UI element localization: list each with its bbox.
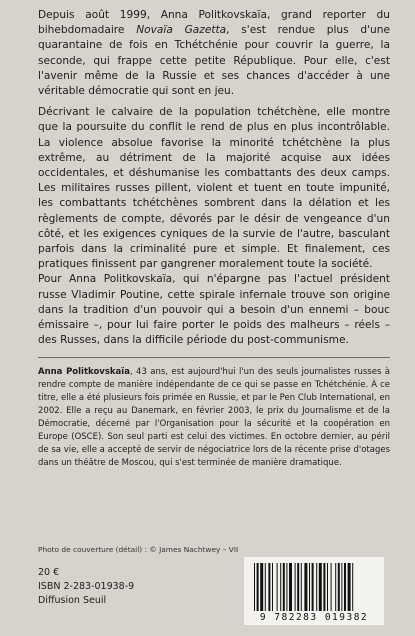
barcode — [244, 557, 384, 625]
blurb-paragraph-3: Pour Anna Politkovskaïa, qui n'épargne pas l'actuel président russe Vladimir Poutine, cette spirale infernale trouve son origine dans la tradition d'un pouvoir qui a besoin d'un ennemi – bouc émissaire –, pour lui faire porter le poids des malheurs – réels – des Russes, dans la difficile période du post-communisme. — [38, 273, 390, 347]
barcode-number: 9 782283 019382 — [259, 612, 369, 623]
blurb-paragraph-2: Décrivant le calvaire de la population tchétchène, elle montre que la poursuite du conflit le rend de plus en plus incontrôlable. La violence absolue favorise la minorité tchétchène la plus extrême, au détriment de la majorité acquise aux idées occidentales, et déshumanise les combattants des deux camps. Les militaires russes pillent, violent et tuent en toute impunité, les combattants tchétchènes sombrent dans la délation et les règlements de compte, dévorés par le désir de vengeance d'un côté, et les exigences cyniques de la survie de l'autre, basculant parfois dans la criminalité pure et simple. Et finalement, ces pratiques finissent par gangrener moralement toute la société. — [38, 106, 390, 271]
author-bio-paragraph — [38, 366, 390, 470]
blurb-p1-text-a: Depuis août 1999, Anna Politkovskaïa, grand reporter du bihebdomadaire — [38, 9, 390, 37]
back-cover-blurb — [38, 8, 390, 348]
author-name: Anna Politkovskaïa — [38, 367, 130, 377]
newspaper-title: Novaïa Gazetta — [136, 24, 227, 37]
author-bio-text: , 43 ans, est aujourd'hui l'un des seuls journalistes russes à rendre compte de manière indépendante de ce qui se passe en Tchétchénie. À ce titre, elle a été plusieurs fois primée en Russie, et par le Pen Club International, en 2002. Elle a reçu au Danemark, en février 2003, le prix du Journalisme et de la Démocratie, décerné par l'Organisation pour la sécurité et la coopération en Europe (OSCE). Son seul parti est celui des victimes. En octobre dernier, au péril de sa vie, elle a accepté de servir de négociatrice lors de la récente prise d'otages dans un théâtre de Moscou, qui s'est terminée de manière dramatique. — [38, 367, 390, 468]
isbn: ISBN 2-283-01938-9 — [38, 581, 135, 592]
blurb-paragraph-1 — [38, 8, 390, 99]
photo-credit: Photo de couverture (détail) : © James Nachtwey – VII — [38, 545, 239, 554]
distribution: Diffusion Seuil — [38, 595, 107, 606]
section-divider — [38, 357, 390, 358]
barcode-bars-icon — [252, 563, 376, 611]
price: 20 € — [38, 567, 60, 578]
publication-info — [38, 566, 134, 608]
author-bio — [38, 366, 390, 470]
blurb-p1-text-b: , s'est rendue plus d'une quarantaine de fois en Tchétchénie pour couvrir la guerre, la seconde, qui frappe cette petite République. Pour elle, c'est l'avenir même de la Russie et ses chances d'accéder à une véritable démocratie qui sont en jeu. — [38, 24, 390, 98]
